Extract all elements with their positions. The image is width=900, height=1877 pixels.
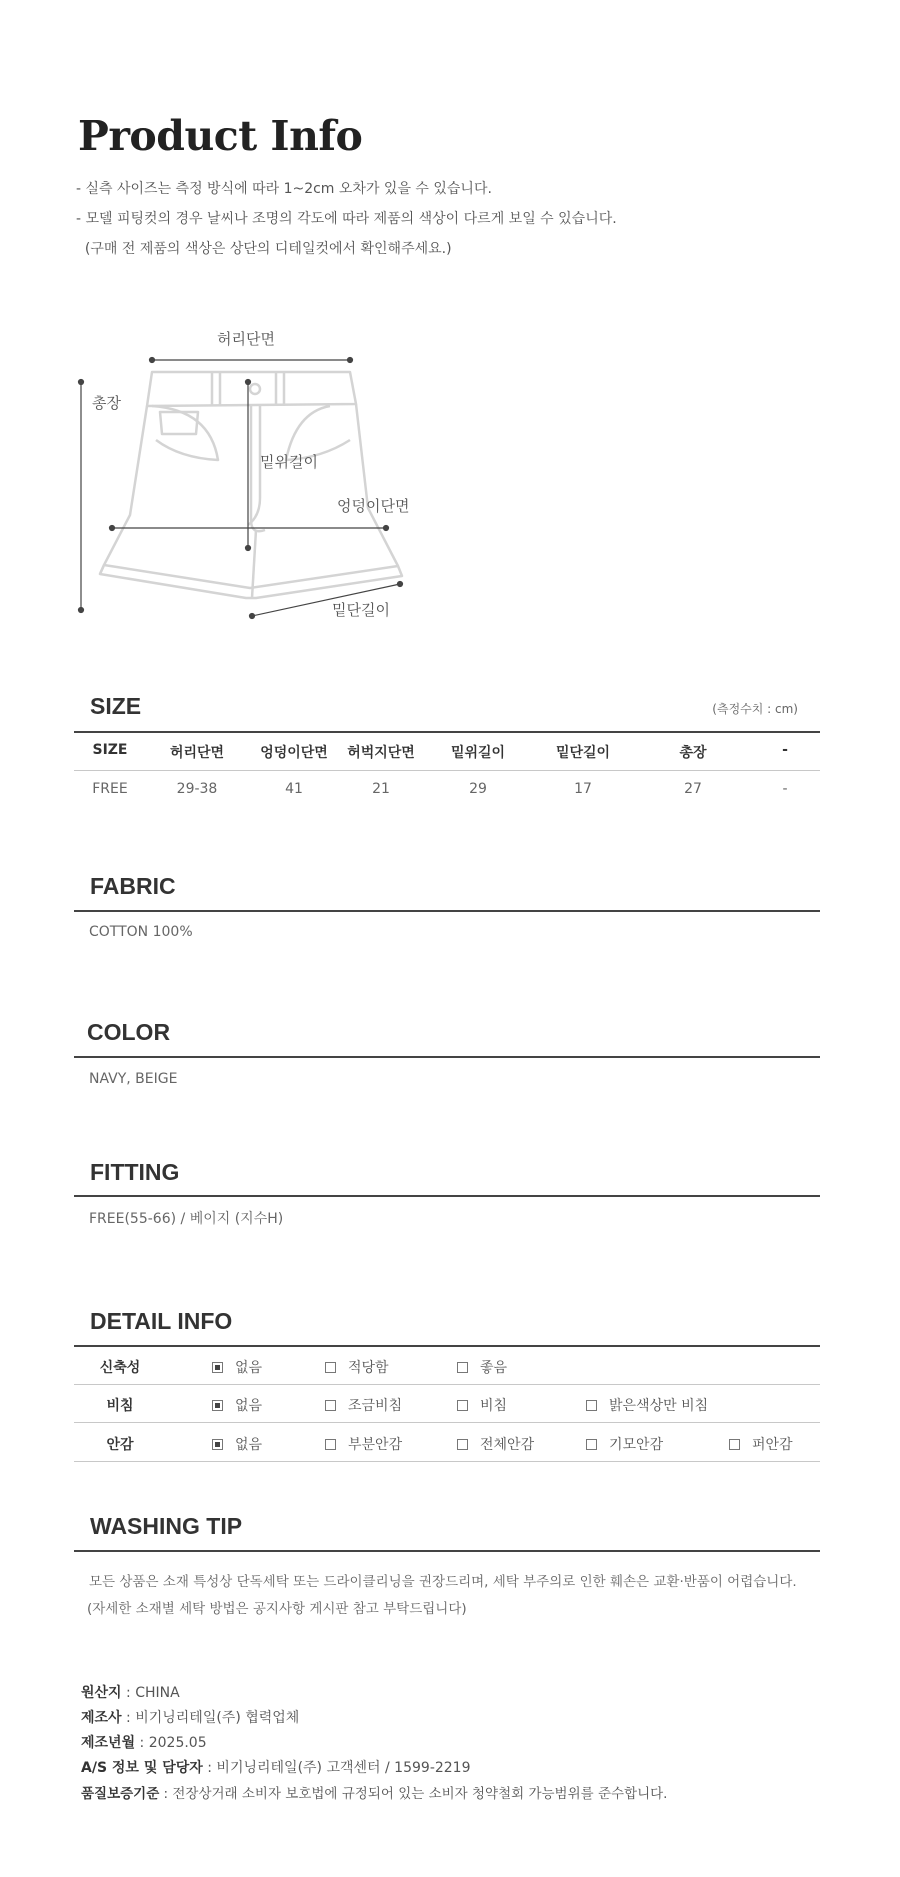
detail-option[interactable] <box>457 1357 507 1377</box>
detail-option[interactable] <box>457 1395 507 1415</box>
option-label: 퍼안감 <box>752 1437 793 1453</box>
fitting-section-title: FITTING <box>90 1159 180 1185</box>
info-value: : 2025.05 <box>135 1735 207 1751</box>
size-header: SIZE <box>92 742 128 758</box>
divider <box>74 1056 820 1058</box>
checkbox-icon[interactable] <box>457 1362 468 1373</box>
divider <box>74 770 820 771</box>
checkbox-icon[interactable] <box>586 1439 597 1450</box>
checkbox-checked-icon[interactable] <box>212 1400 223 1411</box>
info-label: 제조사 <box>81 1710 122 1726</box>
detail-option[interactable] <box>212 1395 262 1415</box>
divider <box>74 910 820 912</box>
shorts-diagram <box>60 320 440 630</box>
info-line <box>81 1782 667 1802</box>
size-cell: 29 <box>469 781 487 797</box>
option-label: 없음 <box>235 1437 263 1453</box>
option-label: 기모안감 <box>609 1437 664 1453</box>
checkbox-icon[interactable] <box>457 1439 468 1450</box>
size-cell: 17 <box>574 781 592 797</box>
option-label: 밝은색상만 비침 <box>609 1398 709 1414</box>
option-label: 적당함 <box>348 1360 389 1376</box>
checkbox-checked-icon[interactable] <box>212 1439 223 1450</box>
size-cell: 29-38 <box>176 781 218 797</box>
detail-label: 안감 <box>106 1437 134 1453</box>
note-line: - 실측 사이즈는 측정 방식에 따라 1~2cm 오차가 있을 수 있습니다. <box>76 181 492 197</box>
hem-label: 밑단길이 <box>332 601 390 619</box>
detail-option[interactable] <box>586 1395 708 1415</box>
info-line <box>81 1682 180 1702</box>
size-header: 밑단길이 <box>555 745 611 761</box>
detail-option[interactable] <box>325 1395 402 1415</box>
page-title: Product Info <box>78 112 363 160</box>
divider <box>74 1345 820 1347</box>
option-label: 좋음 <box>480 1360 508 1376</box>
detail-option[interactable] <box>457 1434 534 1454</box>
option-label: 부분안감 <box>348 1437 403 1453</box>
detail-option[interactable] <box>325 1434 402 1454</box>
detail-label: 신축성 <box>99 1360 141 1376</box>
detail-section-title: DETAIL INFO <box>90 1308 233 1334</box>
waist-label: 허리단면 <box>217 330 275 348</box>
size-cell: 21 <box>372 781 390 797</box>
size-header: 총장 <box>679 745 707 761</box>
size-cell: 27 <box>684 781 702 797</box>
size-cell: - <box>782 781 788 797</box>
size-header: - <box>782 742 788 758</box>
info-value: : 비기닝리테일(주) 협력업체 <box>121 1710 300 1726</box>
info-line <box>81 1732 207 1752</box>
fitting-value: FREE(55-66) / 베이지 (지수H) <box>89 1211 284 1227</box>
checkbox-icon[interactable] <box>325 1400 336 1411</box>
size-header: 밑위길이 <box>450 745 506 761</box>
detail-option[interactable] <box>212 1434 262 1454</box>
divider <box>74 1461 820 1462</box>
divider <box>74 731 820 733</box>
fabric-section-title: FABRIC <box>90 873 176 899</box>
checkbox-icon[interactable] <box>325 1362 336 1373</box>
size-header: 허리단면 <box>169 745 225 761</box>
checkbox-icon[interactable] <box>325 1439 336 1450</box>
info-value: : 비기닝리테일(주) 고객센터 / 1599-2219 <box>202 1760 471 1776</box>
divider <box>74 1550 820 1552</box>
size-header: 엉덩이단면 <box>260 745 328 761</box>
detail-label: 비침 <box>106 1398 134 1414</box>
fabric-value: COTTON 100% <box>89 924 193 940</box>
size-unit: (측정수치 : cm) <box>712 702 798 716</box>
size-header: 허벅지단면 <box>347 745 415 761</box>
size-cell: FREE <box>92 781 128 797</box>
detail-option[interactable] <box>212 1357 262 1377</box>
info-value: : 전장상거래 소비자 보호법에 규정되어 있는 소비자 청약철회 가능범위를 준수합니다. <box>159 1786 668 1802</box>
checkbox-icon[interactable] <box>586 1400 597 1411</box>
info-label: A/S 정보 및 담당자 <box>81 1760 203 1776</box>
option-label: 전체안감 <box>480 1437 535 1453</box>
color-section-title: COLOR <box>87 1019 171 1045</box>
info-label: 품질보증기준 <box>81 1786 160 1802</box>
option-label: 비침 <box>480 1398 508 1414</box>
detail-option[interactable] <box>325 1357 389 1377</box>
info-label: 원산지 <box>81 1685 122 1701</box>
length-label: 총장 <box>92 394 121 412</box>
hip-label: 엉덩이단면 <box>337 497 410 515</box>
divider <box>74 1422 820 1423</box>
info-label: 제조년월 <box>81 1735 136 1751</box>
size-cell: 41 <box>285 781 303 797</box>
detail-option[interactable] <box>586 1434 663 1454</box>
divider <box>74 1195 820 1197</box>
option-label: 없음 <box>235 1360 263 1376</box>
washing-line: 모든 상품은 소재 특성상 단독세탁 또는 드라이클리닝을 권장드리며, 세탁 부주의로 인한 훼손은 교환·반품이 어렵습니다. <box>89 1574 797 1590</box>
info-line <box>81 1707 299 1727</box>
checkbox-icon[interactable] <box>457 1400 468 1411</box>
checkbox-checked-icon[interactable] <box>212 1362 223 1373</box>
option-label: 조금비침 <box>348 1398 403 1414</box>
divider <box>74 1384 820 1385</box>
info-value: : CHINA <box>121 1685 180 1701</box>
option-label: 없음 <box>235 1398 263 1414</box>
checkbox-icon[interactable] <box>729 1439 740 1450</box>
washing-section-title: WASHING TIP <box>90 1513 243 1539</box>
info-line <box>81 1757 471 1777</box>
color-value: NAVY, BEIGE <box>89 1071 178 1087</box>
size-section-title: SIZE <box>90 693 142 719</box>
detail-option[interactable] <box>729 1434 793 1454</box>
note-line: - 모델 피팅컷의 경우 날씨나 조명의 각도에 따라 제품의 색상이 다르게 보일 수 있습니다. <box>76 211 617 227</box>
washing-line: (자세한 소재별 세탁 방법은 공지사항 게시판 참고 부탁드립니다) <box>87 1601 467 1617</box>
note-line: (구매 전 제품의 색상은 상단의 디테일컷에서 확인해주세요.) <box>76 241 452 257</box>
rise-label: 밑위길이 <box>260 453 318 471</box>
